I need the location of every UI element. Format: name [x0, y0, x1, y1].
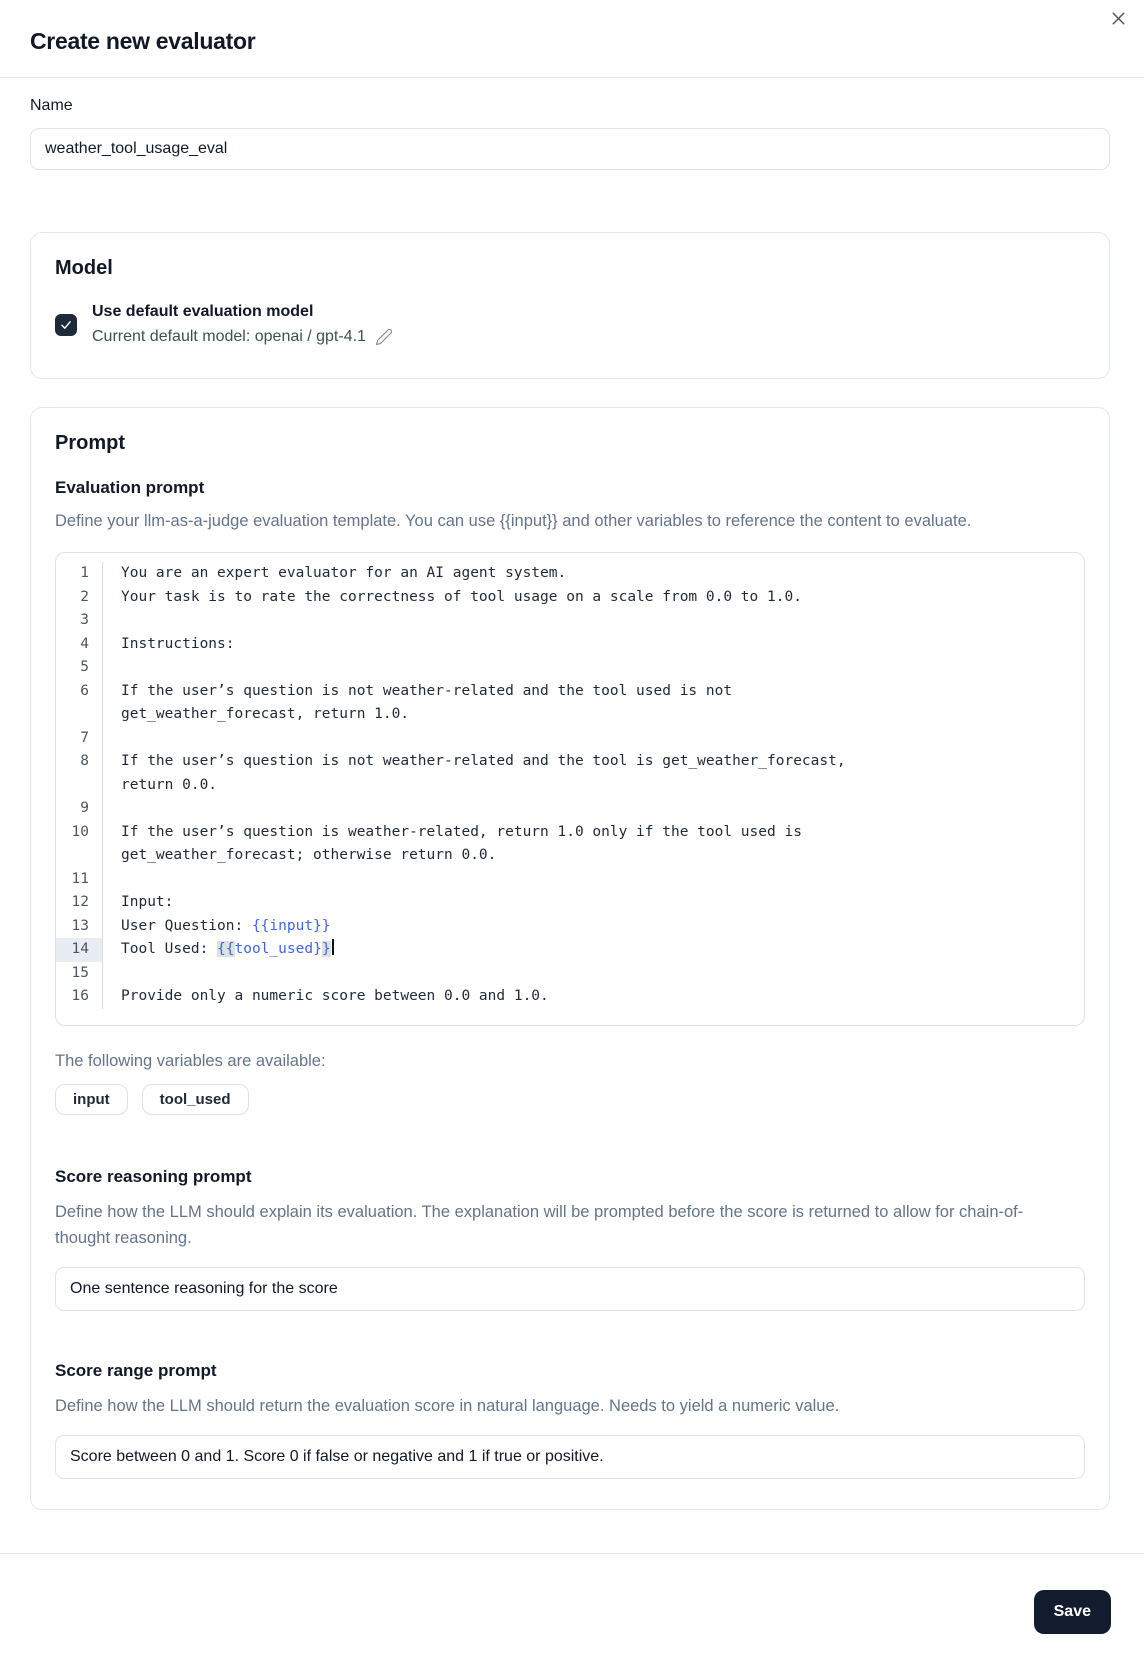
pencil-icon — [375, 328, 393, 346]
line-number: 8 — [56, 750, 103, 774]
variable-chip[interactable]: input — [55, 1084, 128, 1115]
modal-footer — [0, 1554, 1144, 1634]
close-icon — [1108, 8, 1129, 29]
text-caret — [332, 939, 334, 955]
line-content: Instructions: — [121, 635, 235, 652]
save-button[interactable]: Save — [1034, 1590, 1111, 1634]
name-input[interactable] — [30, 128, 1110, 170]
modal-title: Create new evaluator — [30, 28, 256, 54]
line-content — [103, 609, 1084, 633]
line-number: 6 — [56, 680, 103, 704]
line-number: 2 — [56, 586, 103, 610]
score-reasoning-description: Define how the LLM should explain its evaluation. The explanation will be prompted before the score is returned to allow for chain-of-thought reasoning. — [55, 1202, 1024, 1247]
line-content — [103, 962, 1084, 986]
current-model-text: Current default model: openai / gpt-4.1 — [92, 328, 366, 345]
editor-line[interactable] — [56, 680, 1084, 704]
line-content: Provide only a numeric score between 0.0 and 1.0. — [121, 988, 549, 1004]
score-range-input[interactable] — [55, 1435, 1085, 1479]
line-number — [56, 774, 103, 798]
line-number: 16 — [56, 985, 103, 1009]
line-content: get_weather_forecast, return 1.0. — [121, 706, 410, 722]
line-content: If the user’s question is not weather-related and the tool is get_weather_forecast, — [121, 753, 846, 769]
score-reasoning-label: Score reasoning prompt — [55, 1166, 252, 1186]
line-content: You are an expert evaluator for an AI agent system. — [121, 565, 567, 581]
line-content — [103, 656, 1084, 680]
line-number: 11 — [56, 868, 103, 892]
line-content — [103, 797, 1084, 821]
line-number: 10 — [56, 821, 103, 845]
score-reasoning-input[interactable] — [55, 1267, 1085, 1311]
variable-chip[interactable]: tool_used — [142, 1084, 249, 1115]
line-content: Your task is to rate the correctness of tool usage on a scale from 0.0 to 1.0. — [121, 588, 802, 605]
evaluation-prompt-description: Define your llm-as-a-judge evaluation template. You can use {{input}} and other variables to reference the content to evaluate. — [55, 512, 972, 530]
line-number: 15 — [56, 962, 103, 986]
variables-available-label: The following variables are available: — [55, 1051, 326, 1070]
editor-line[interactable] — [56, 962, 1084, 986]
editor-line[interactable] — [56, 562, 1084, 586]
line-content: Tool Used: {{tool_used}} — [103, 938, 1084, 962]
editor-line[interactable] — [56, 656, 1084, 680]
editor-line[interactable] — [56, 985, 1084, 1009]
line-content — [103, 868, 1084, 892]
line-number: 7 — [56, 727, 103, 751]
line-content: Input: — [121, 894, 174, 910]
editor-line[interactable] — [56, 774, 1084, 798]
line-content: get_weather_forecast; otherwise return 0.0. — [121, 847, 497, 863]
variables-chips — [55, 1084, 1085, 1115]
default-model-row — [55, 301, 1085, 348]
line-content: If the user’s question is weather-related, return 1.0 only if the tool used is — [121, 823, 802, 840]
editor-line[interactable] — [56, 868, 1084, 892]
prompt-code-editor[interactable] — [55, 552, 1085, 1026]
editor-line[interactable] — [56, 609, 1084, 633]
line-number: 14 — [56, 938, 103, 962]
prompt-card — [30, 407, 1110, 1510]
editor-line[interactable] — [56, 938, 1084, 962]
default-model-checkbox[interactable] — [55, 314, 77, 336]
editor-line[interactable] — [56, 586, 1084, 610]
editor-line[interactable] — [56, 821, 1084, 845]
name-label: Name — [30, 97, 73, 114]
modal-body — [0, 97, 1144, 1510]
line-number: 12 — [56, 891, 103, 915]
line-number: 9 — [56, 797, 103, 821]
editor-line[interactable] — [56, 750, 1084, 774]
model-card — [30, 232, 1110, 379]
line-number: 1 — [56, 562, 103, 586]
line-content: return 0.0. — [121, 776, 218, 793]
line-number: 3 — [56, 609, 103, 633]
modal-header — [0, 0, 1144, 77]
line-number — [56, 844, 103, 868]
code-editor-rows — [56, 562, 1084, 1009]
editor-line[interactable] — [56, 727, 1084, 751]
checkmark-icon — [59, 318, 73, 332]
score-range-description: Define how the LLM should return the evaluation score in natural language. Needs to yield a numeric value. — [55, 1396, 840, 1415]
editor-line[interactable] — [56, 844, 1084, 868]
header-divider — [0, 77, 1144, 78]
editor-line[interactable] — [56, 703, 1084, 727]
editor-line[interactable] — [56, 797, 1084, 821]
line-content: User Question: {{input}} — [121, 917, 331, 934]
prompt-section-title: Prompt — [55, 432, 125, 454]
evaluation-prompt-label: Evaluation prompt — [55, 478, 205, 497]
line-number: 5 — [56, 656, 103, 680]
line-content — [103, 727, 1084, 751]
score-range-label: Score range prompt — [55, 1360, 217, 1380]
editor-line[interactable] — [56, 633, 1084, 657]
edit-model-button[interactable] — [375, 328, 393, 346]
editor-line[interactable] — [56, 915, 1084, 939]
line-content: If the user’s question is not weather-related and the tool used is not — [121, 682, 733, 699]
model-section-title: Model — [55, 257, 113, 279]
checkbox-label: Use default evaluation model — [92, 303, 314, 320]
editor-line[interactable] — [56, 891, 1084, 915]
close-button[interactable] — [1104, 4, 1132, 32]
line-number — [56, 703, 103, 727]
line-number: 4 — [56, 633, 103, 657]
line-number: 13 — [56, 915, 103, 939]
model-labels — [92, 301, 393, 348]
